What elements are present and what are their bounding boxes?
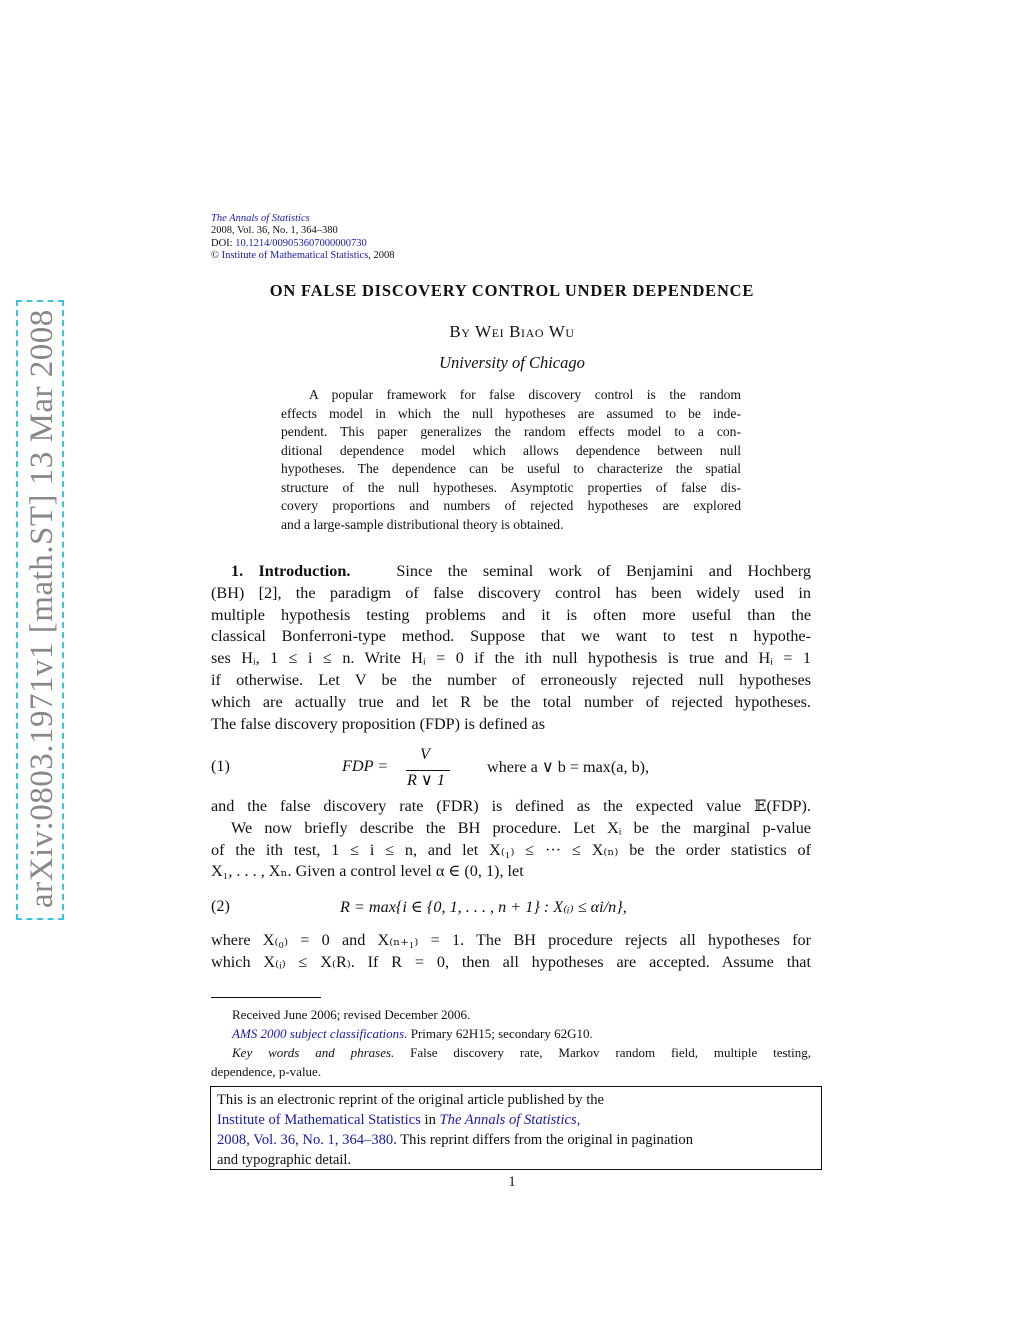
section-heading: 1. Introduction. <box>231 562 351 580</box>
intro-line: if otherwise. Let V be the number of erroneously rejected null hypotheses <box>211 670 811 689</box>
after-equation-2 <box>211 930 811 974</box>
reprint-comma: , <box>576 1112 581 1128</box>
equation-number-1: (1) <box>211 757 230 775</box>
intro-paragraph <box>211 561 811 735</box>
doi-link[interactable]: 10.1214/009053607000000730 <box>235 237 367 249</box>
para2-line: We now briefly describe the BH procedure. Let Xᵢ be the marginal p-value <box>231 818 811 837</box>
ams-classification-text: Primary 62H15; secondary 62G10. <box>407 1026 593 1041</box>
abstract-line: and a large-sample distributional theory is obtained. <box>281 516 564 532</box>
footnote-rule <box>211 997 321 998</box>
reprint-line: and typographic detail. <box>217 1152 352 1168</box>
equation-2: R = max{i ∈ {0, 1, . . . , n + 1} : X₍ᵢ₎ ≤ αi/n}, <box>340 898 627 916</box>
ams-classification-link[interactable]: AMS 2000 subject classifications. <box>232 1026 408 1041</box>
equation-1-numerator: V <box>420 745 430 763</box>
abstract-line: structure of the null hypotheses. Asymptotic properties of false dis- <box>281 479 741 495</box>
footnotes <box>211 1005 811 1081</box>
intro-line: multiple hypothesis testing problems and it is often more useful than the <box>211 605 811 624</box>
reprint-line: This is an electronic reprint of the original article published by the <box>217 1092 605 1108</box>
copyright-symbol: © <box>211 249 219 261</box>
abstract <box>281 386 741 534</box>
abstract-line: pendent. This paper generalizes the random effects model to a con- <box>281 424 741 439</box>
intro-line: which are actually true and let R be the total number of rejected hypotheses. <box>211 692 811 711</box>
intro-first-line <box>211 561 811 583</box>
abstract-line: ditional dependence model which allows dependence between null <box>281 442 741 458</box>
reprint-in: in <box>420 1112 440 1128</box>
after-equation-1: and the false discovery rate (FDR) is defined as the expected value 𝔼(FDP). <box>211 797 811 815</box>
doi-label: DOI: <box>211 237 236 249</box>
abstract-line: hypotheses. The dependence can be useful to characterize the spatial <box>281 461 741 476</box>
institute-link[interactable]: Institute of Mathematical Statistics <box>221 249 369 261</box>
keywords-text-cont: dependence, p-value. <box>211 1064 322 1079</box>
para2-line: X₁, . . . , Xₙ. Given a control level α ∈ (0, 1), let <box>211 862 524 881</box>
journal-header <box>211 213 395 262</box>
intro-line: classical Bonferroni-type method. Suppose that we want to test n hypothe- <box>211 627 811 646</box>
abstract-line: A popular framework for false discovery control is the random <box>309 387 741 402</box>
author: By Wei Biao Wu <box>449 322 575 341</box>
after-eq2-line: which X₍ᵢ₎ ≤ X₍R₎. If R = 0, then all hypotheses are accepted. Assume that <box>211 952 811 971</box>
reprint-journal-link[interactable]: The Annals of Statistics <box>439 1112 577 1128</box>
equation-1-where: where a ∨ b = max(a, b), <box>487 758 650 776</box>
paragraph-2 <box>211 796 811 883</box>
received-dates: Received June 2006; revised December 2006. <box>232 1007 471 1022</box>
abstract-line: covery proportions and numbers of rejected hypotheses are explored <box>281 498 741 513</box>
equation-number-2: (2) <box>211 897 230 915</box>
affiliation: University of Chicago <box>439 353 585 372</box>
equation-1-denominator: R ∨ 1 <box>407 771 445 789</box>
intro-line: ses Hᵢ, 1 ≤ i ≤ n. Write Hᵢ = 0 if the ith null hypothesis is true and Hᵢ = 1 <box>211 649 811 668</box>
equation-1-lhs: FDP = <box>342 757 389 775</box>
page-number: 1 <box>508 1174 516 1190</box>
reprint-citation-link[interactable]: 2008, Vol. 36, No. 1, 364–380 <box>217 1132 394 1148</box>
reprint-line: . This reprint differs from the original in pagination <box>393 1132 694 1148</box>
reprint-institute-link[interactable]: Institute of Mathematical Statistics <box>217 1112 421 1128</box>
intro-line: (BH) [2], the paradigm of false discovery control has been widely used in <box>211 583 811 602</box>
intro-line: The false discovery proposition (FDP) is defined as <box>211 714 546 733</box>
journal-volume: 2008, Vol. 36, No. 1, 364–380 <box>211 225 338 237</box>
after-eq2-line: where X₍₀₎ = 0 and X₍ₙ₊₁₎ = 1. The BH procedure rejects all hypotheses for <box>211 931 811 949</box>
journal-name-link[interactable]: The Annals of Statistics <box>211 213 310 224</box>
abstract-line: effects model in which the null hypotheses are assumed to be inde- <box>281 405 741 421</box>
keywords-text: False discovery rate, Markov random field, multiple testing, <box>394 1045 811 1060</box>
para2-line: of the ith test, 1 ≤ i ≤ n, and let X₍₁₎ ≤ ··· ≤ X₍ₙ₎ be the order statistics of <box>211 840 811 859</box>
paper-title: ON FALSE DISCOVERY CONTROL UNDER DEPENDENCE <box>269 281 755 300</box>
arxiv-identifier[interactable]: arXiv:0803.1971v1 [math.ST] 13 Mar 2008 <box>24 309 60 908</box>
keywords-label: Key words and phrases. <box>232 1045 395 1060</box>
copyright-year: , 2008 <box>368 249 395 261</box>
intro-line: Since the seminal work of Benjamini and Hochberg <box>396 562 812 580</box>
reprint-notice-box <box>210 1086 822 1170</box>
